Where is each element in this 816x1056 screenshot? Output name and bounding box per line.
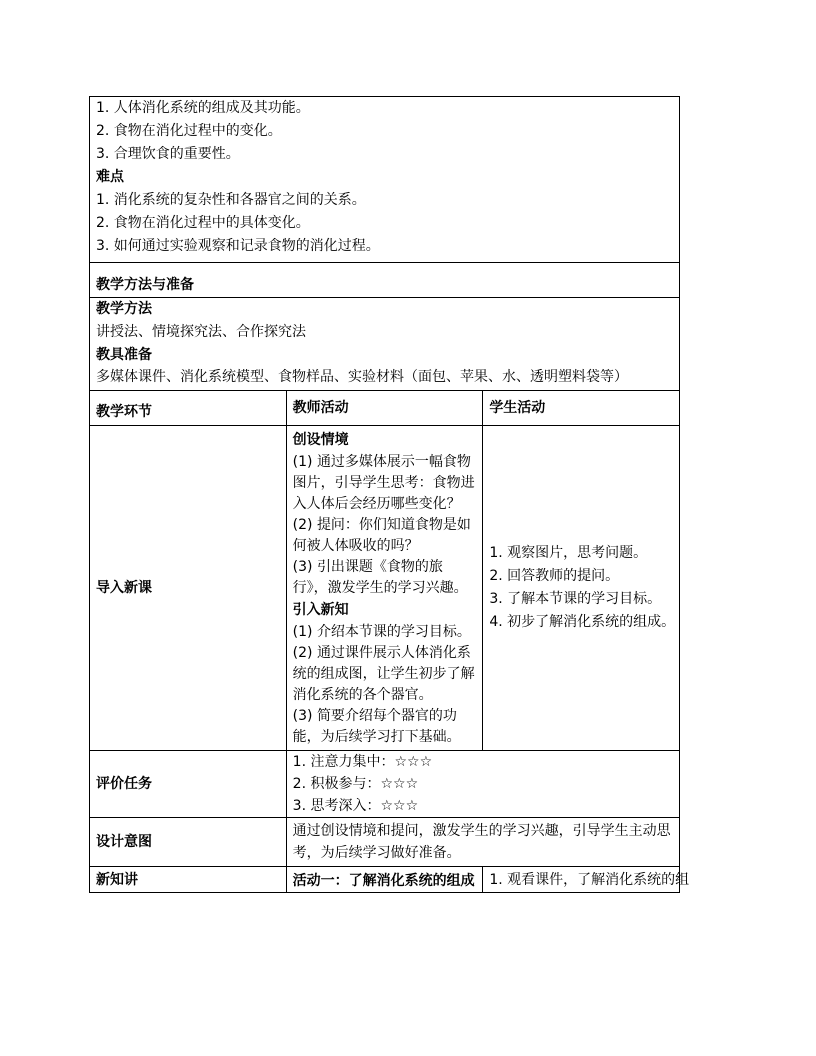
key-point-item: 2. 食物在消化过程中的变化。 [96,123,282,139]
design-row [90,818,680,867]
scene-item: (2) 提问：你们知道食物是如何被人体吸收的吗？ [292,517,471,554]
difficulty-item: 1. 消化系统的复杂性和各器官之间的关系。 [96,192,366,208]
methods-header-row [90,263,680,298]
tools-title: 教具准备 [96,347,152,363]
new-lesson-row [90,867,680,893]
design-text: 通过创设情境和提问，激发学生的学习兴趣，引导学生主动思考，为后续学习做好准备。 [286,818,679,867]
new-lesson-student: 1. 观看课件，了解消化系统的组 [483,867,680,893]
new-lesson-stage: 新知讲 [90,867,287,893]
methods-header-cell [90,263,680,298]
new-knowledge-title: 引入新知 [292,602,349,618]
intro-stage: 导入新课 [90,426,287,751]
new-knowledge-item: (2) 通过课件展示人体消化系统的组成图，让学生初步了解消化系统的各个器官。 [292,645,475,703]
new-knowledge-item: (3) 简要介绍每个器官的功能，为后续学习打下基础。 [292,708,461,745]
intro-student-cell [483,426,680,751]
table-header-row [90,391,680,426]
methods-text: 讲授法、情境探究法、合作探究法 [96,324,306,340]
key-point-item: 3. 合理饮食的重要性。 [96,146,240,162]
evaluation-item: 1. 注意力集中：☆☆☆ [292,754,433,770]
student-item: 1. 观察图片，思考问题。 [489,545,648,561]
intro-row [90,426,680,751]
lesson-plan-table [89,96,690,893]
student-item: 3. 了解本节课的学习目标。 [489,591,662,607]
scene-item: (1) 通过多媒体展示一幅食物图片，引导学生思考：食物进入人体后会经历哪些变化？ [292,454,475,512]
difficulty-item: 3. 如何通过实验观察和记录食物的消化过程。 [96,238,380,254]
methods-header: 教学方法与准备 [96,277,194,293]
tools-text: 多媒体课件、消化系统模型、食物样品、实验材料（面包、苹果、水、透明塑料袋等） [96,369,628,385]
teacher-header: 教师活动 [286,391,483,426]
difficulty-title: 难点 [96,169,124,185]
evaluation-item: 2. 积极参与：☆☆☆ [292,776,419,792]
key-point-item: 1. 人体消化系统的组成及其功能。 [96,100,310,116]
student-item: 4. 初步了解消化系统的组成。 [489,614,676,630]
design-stage: 设计意图 [90,818,287,867]
new-knowledge-item: (1) 介绍本节课的学习目标。 [292,624,471,640]
evaluation-cell [286,751,679,818]
evaluation-row [90,751,680,818]
scene-title: 创设情境 [292,432,349,448]
stage-header: 教学环节 [90,391,287,426]
methods-title: 教学方法 [96,301,152,317]
activity-title: 活动一：了解消化系统的组成 [286,867,483,893]
methods-row [90,298,680,391]
evaluation-stage: 评价任务 [90,751,287,818]
evaluation-item: 3. 思考深入：☆☆☆ [292,798,419,814]
methods-cell [90,298,680,391]
student-item: 2. 回答教师的提问。 [489,568,620,584]
student-header: 学生活动 [483,391,680,426]
intro-teacher-cell [286,426,483,751]
top-section-row [90,97,680,263]
key-points-cell [90,97,680,263]
difficulty-item: 2. 食物在消化过程中的具体变化。 [96,215,310,231]
scene-item: (3) 引出课题《食物的旅行》，激发学生的学习兴趣。 [292,559,468,596]
